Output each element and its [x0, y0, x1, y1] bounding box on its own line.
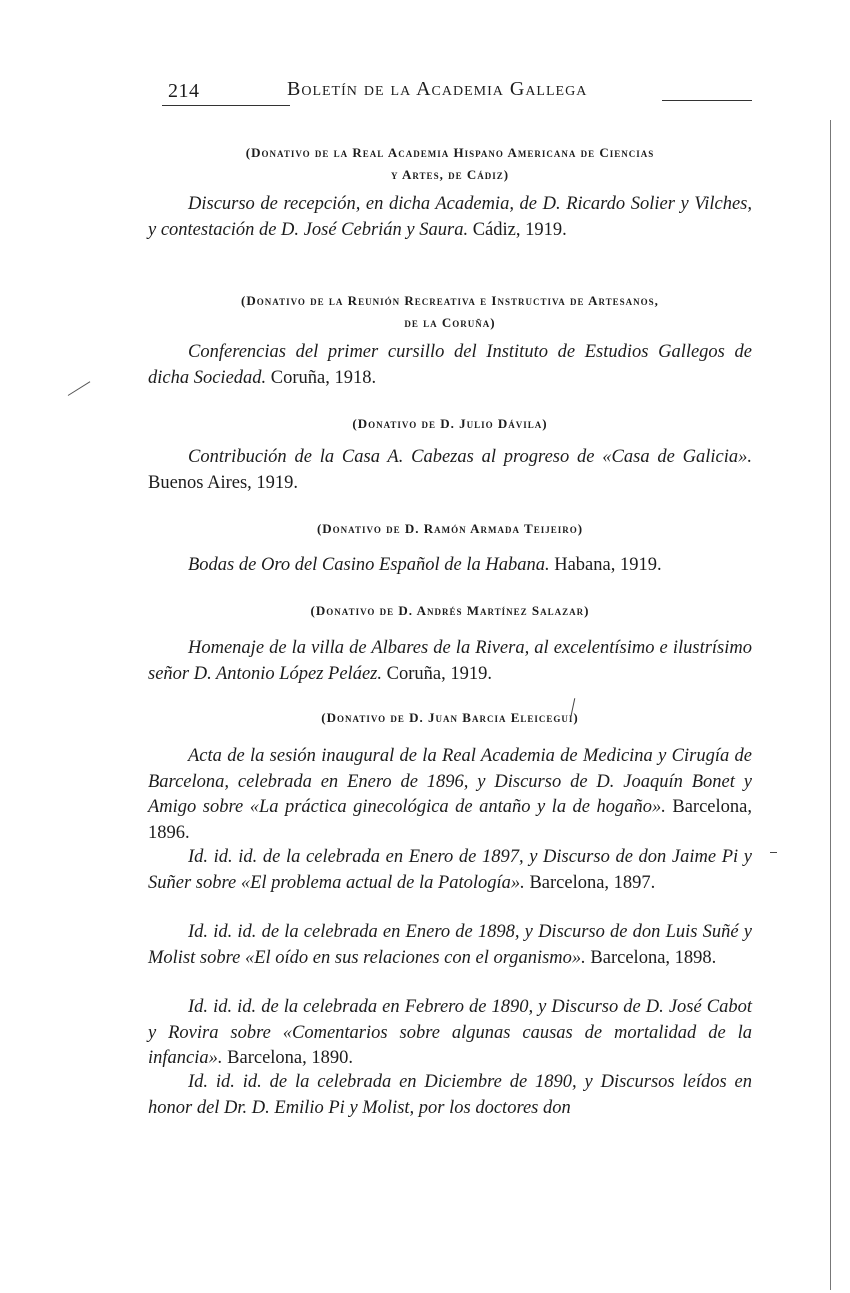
- catalog-entry: [148, 995, 752, 1072]
- donor-line: (Donativo de D. Juan Barcia Eleicegui): [321, 710, 579, 725]
- entry-imprint: Coruña, 1918.: [266, 367, 377, 388]
- entry-imprint: Barcelona, 1896.: [148, 797, 752, 843]
- donor-heading: [150, 707, 750, 729]
- header-rule-left: [162, 105, 290, 106]
- entry-title: Id. id. id. de la celebrada en Enero de 1898, y Discurso de don Luis Suñé y Molist sobre «El oído en sus relaciones con el organismo».: [148, 922, 752, 968]
- catalog-entry: [148, 920, 752, 971]
- running-title: Boletín de la Academia Gallega: [287, 78, 588, 100]
- donor-line: y Artes, de Cádiz): [390, 167, 510, 182]
- donor-line: de la Coruña): [404, 315, 496, 330]
- donor-line: (Donativo de la Reunión Recreativa e Instructiva de Artesanos,: [241, 293, 659, 308]
- donor-heading: [150, 413, 750, 435]
- catalog-entry: [148, 340, 752, 391]
- page-header: [162, 76, 752, 106]
- catalog-entry: [148, 445, 752, 496]
- catalog-entry: [148, 744, 752, 846]
- entry-title: Id. id. id. de la celebrada en Enero de 1897, y Discurso de don Jaime Pi y Suñer sobre «El problema actual de la Patología».: [148, 847, 752, 893]
- donor-line: (Donativo de D. Andrés Martínez Salazar): [310, 603, 590, 618]
- entry-title: Acta de la sesión inaugural de la Real Academia de Medicina y Cirugía de Barcelona, celebrada en Enero de 1896, y Discurso de D. Joaquín Bonet y Amigo sobre «La práctica ginecológica de antaño y la de hogaño».: [148, 746, 752, 817]
- entry-imprint: Barcelona, 1890.: [222, 1048, 354, 1068]
- catalog-entry: [148, 553, 752, 579]
- entry-imprint: Barcelona, 1898.: [585, 947, 717, 968]
- entry-title: Discurso de recepción, en dicha Academia, de D. Ricardo Solier y Vilches, y contestación de D. José Cebrián y Saura.: [148, 194, 752, 240]
- page-number: 214: [168, 80, 200, 102]
- entry-title: Bodas de Oro del Casino Español de la Habana.: [188, 555, 550, 575]
- donor-heading: [150, 142, 750, 186]
- entry-title: Contribución de la Casa A. Cabezas al progreso de «Casa de Galicia».: [188, 447, 752, 467]
- donor-heading: [150, 518, 750, 540]
- donor-line: (Donativo de D. Ramón Armada Teijeiro): [316, 521, 584, 536]
- donor-line: (Donativo de la Real Academia Hispano Americana de Ciencias: [245, 145, 655, 160]
- entry-title: Id. id. id. de la celebrada en Febrero de 1890, y Discurso de D. José Cabot y Rovira sobre «Comentarios sobre algunas causas de mortalidad de la infancia».: [148, 997, 752, 1068]
- catalog-entry: [148, 845, 752, 896]
- catalog-entry: [148, 1070, 752, 1121]
- donor-heading: [150, 290, 750, 334]
- donor-line: (Donativo de D. Julio Dávila): [352, 416, 548, 431]
- entry-imprint: Coruña, 1919.: [381, 663, 492, 684]
- scan-edge-line: [830, 120, 831, 1290]
- catalog-entry: [148, 192, 752, 243]
- entry-title: Homenaje de la villa de Albares de la Rivera, al excelentísimo e ilustrísimo señor D. Antonio López Peláez.: [148, 638, 752, 684]
- entry-imprint: Barcelona, 1897.: [524, 872, 656, 893]
- donor-heading: [150, 600, 750, 622]
- entry-imprint: Habana, 1919.: [549, 555, 662, 575]
- entry-title: Conferencias del primer cursillo del Instituto de Estudios Gallegos de dicha Sociedad.: [148, 342, 752, 388]
- header-rule-right: [662, 100, 752, 101]
- catalog-entry: [148, 636, 752, 687]
- entry-title: Id. id. id. de la celebrada en Diciembre de 1890, y Discursos leídos en honor del Dr. D. Emilio Pi y Molist, por los doctores don: [148, 1072, 752, 1118]
- scan-mark: [770, 852, 777, 853]
- entry-imprint: Cádiz, 1919.: [468, 219, 567, 240]
- scan-mark: [68, 381, 91, 396]
- entry-imprint: Buenos Aires, 1919.: [148, 472, 299, 493]
